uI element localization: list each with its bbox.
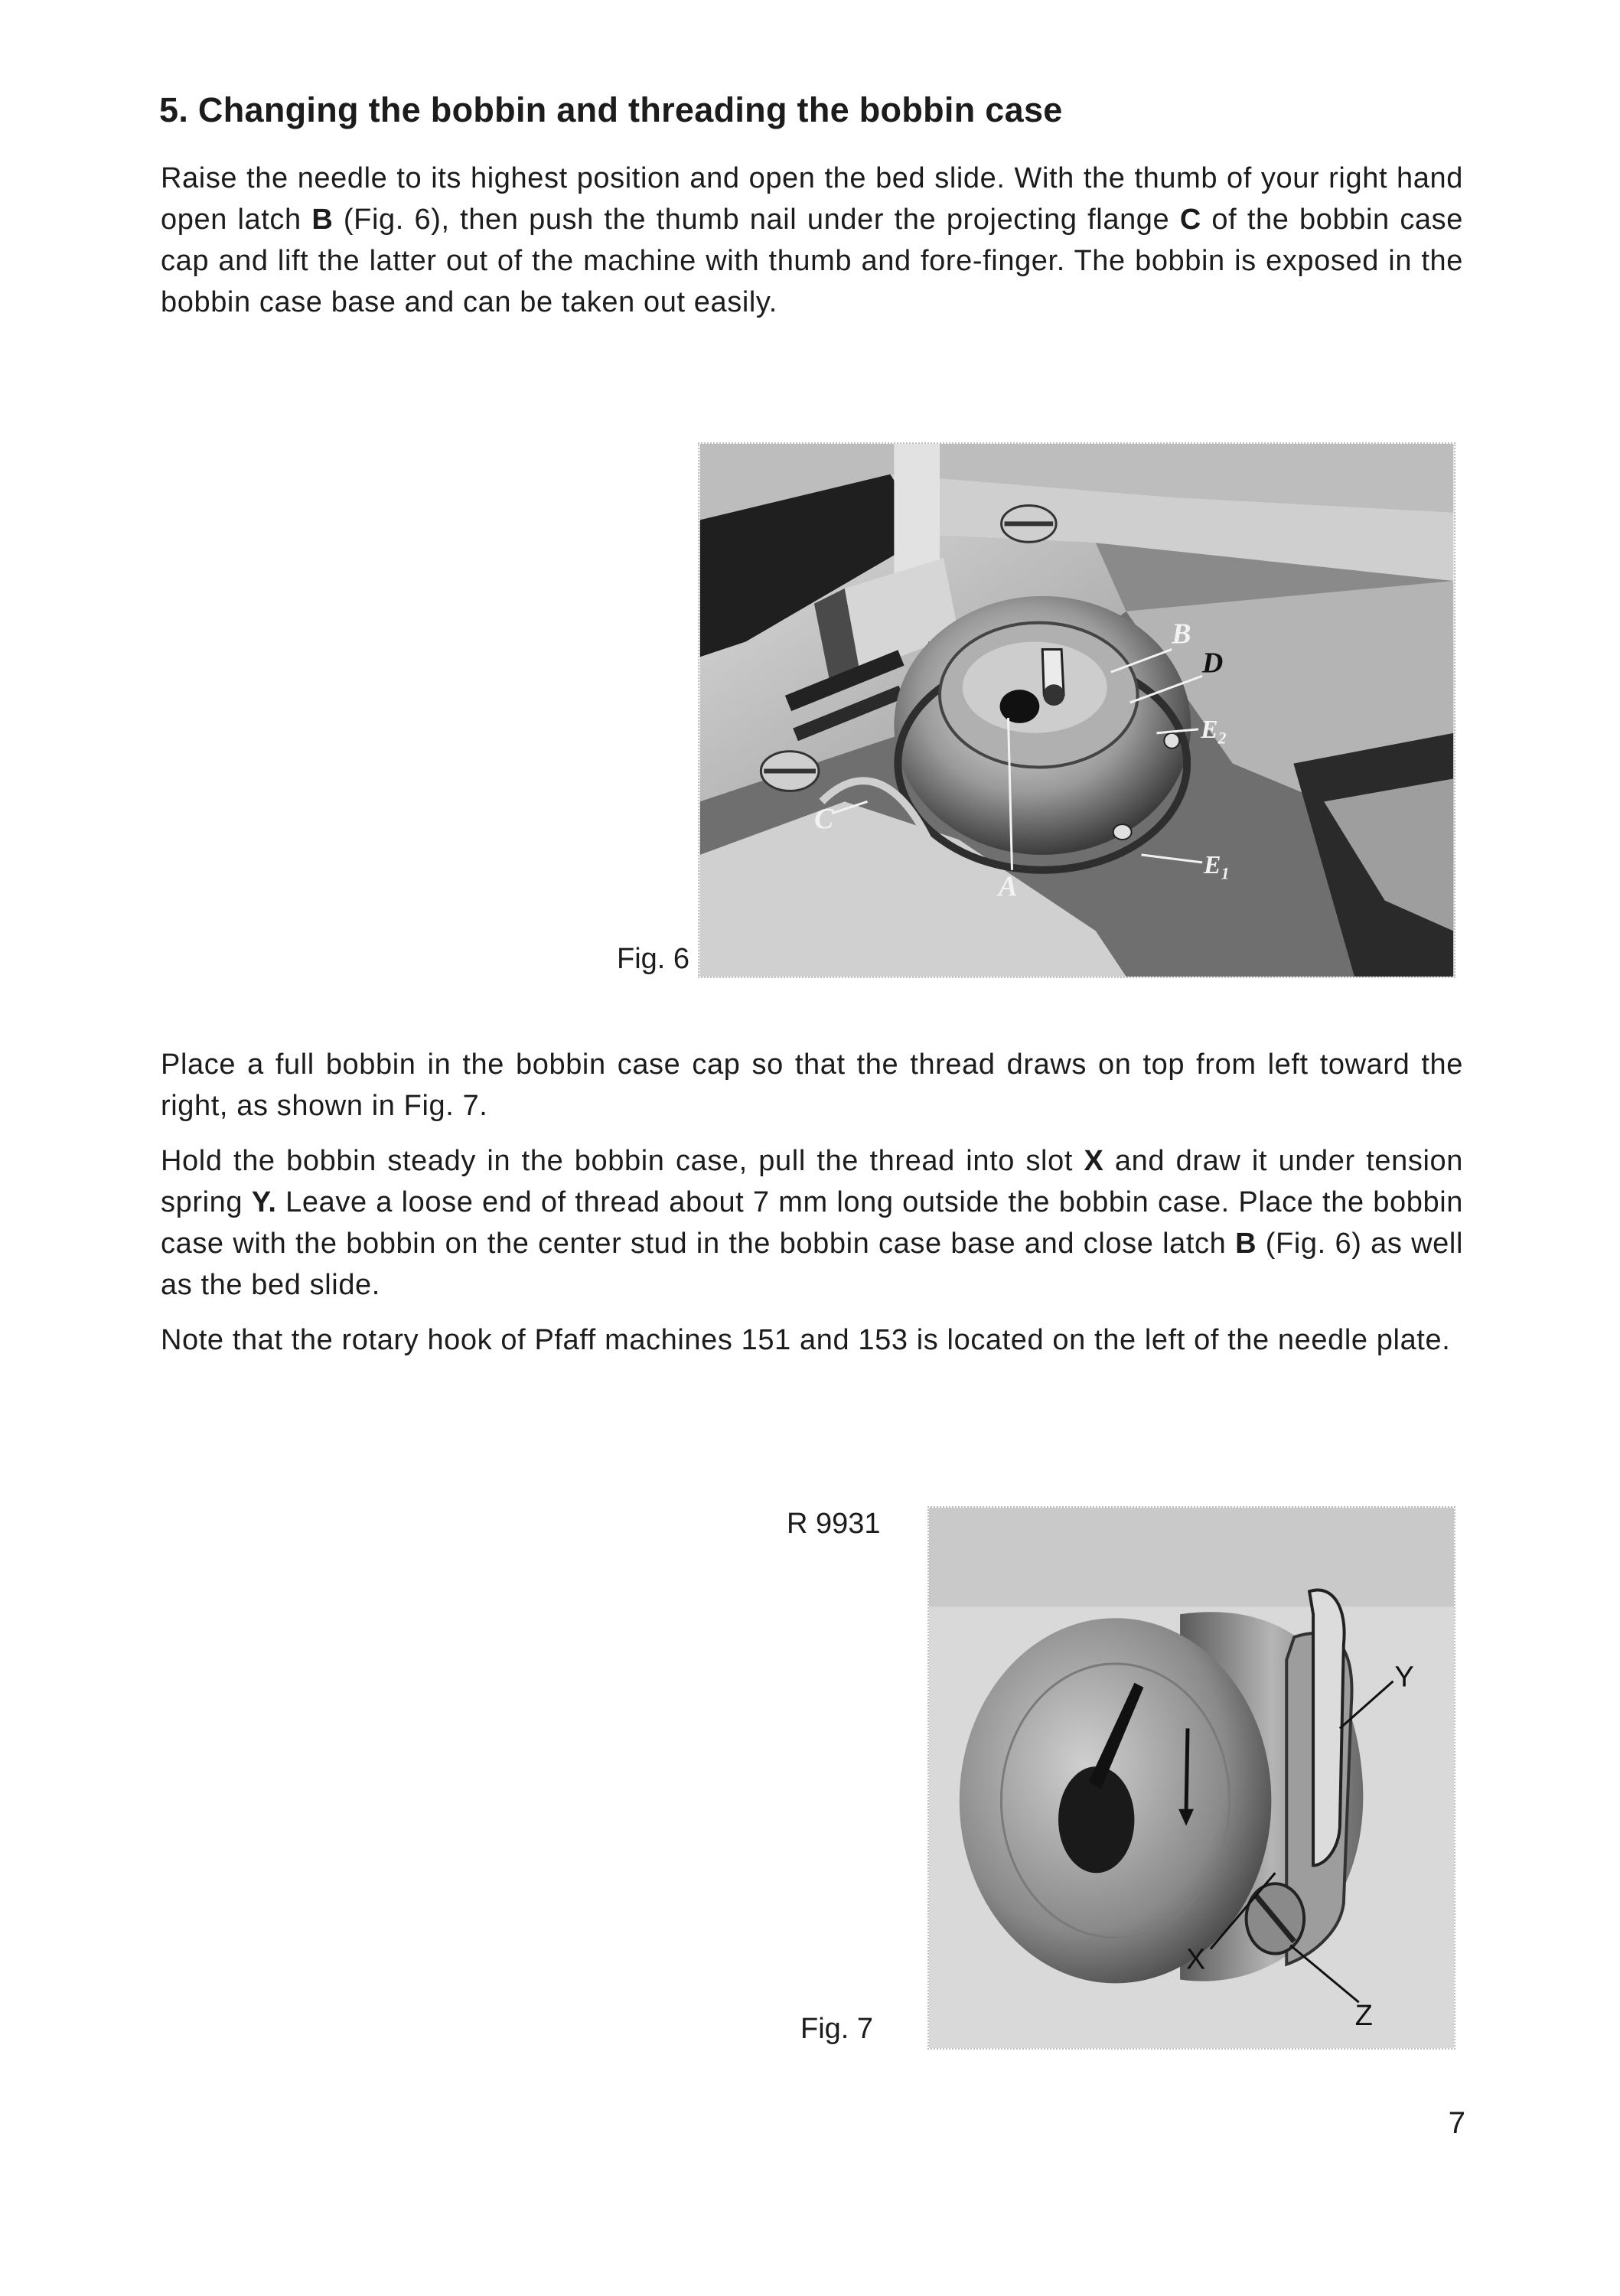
section-heading: 5. Changing the bobbin and threading the bobbin case <box>159 90 1063 129</box>
fig6-label-e2: $E_2$ <box>1201 715 1227 748</box>
page-number: 7 <box>1448 2106 1465 2140</box>
fig7-label-x: X <box>1186 1943 1206 1976</box>
fig6-caption: Fig. 6 <box>617 943 690 975</box>
fig6-label-a: A <box>998 870 1018 903</box>
paragraph-rotary-hook-note: Note that the rotary hook of Pfaff machines 151 and 153 is located on the left of the needle plate. <box>161 1324 1451 1356</box>
fig6-label-d: D <box>1202 647 1224 680</box>
paragraph-remove-bobbin: Raise the needle to its highest position and open the bed slide. With the thumb of your right hand open latch B (Fig. 6), then push the thumb nail under the projecting flange C of the bobbin case cap and lift the latter out of the machine with thumb and fore-finger. The bobbin is exposed in the bobbin case base and can be taken out easily. <box>161 162 1463 318</box>
paragraph-thread-bobbin: Hold the bobbin steady in the bobbin case, pull the thread into slot X and draw it under tension spring Y. Leave a loose end of thread about 7 mm long outside the bobbin case. Place the bobbin case with the bobbin on the center stud in the bobbin case base and close latch B (Fig. 6) as well as the bed slide. <box>161 1145 1463 1301</box>
fig6-label-e1: $E_1$ <box>1204 850 1230 883</box>
fig7-reference-code: R 9931 <box>787 1508 881 1540</box>
fig6-label-c: C <box>813 803 834 836</box>
fig7-label-y: Y <box>1394 1661 1414 1694</box>
fig7-label-z: Z <box>1354 2000 1373 2033</box>
paragraph-place-bobbin: Place a full bobbin in the bobbin case cap so that the thread draws on top from left toward the right, as shown in Fig. 7. <box>161 1049 1463 1122</box>
fig6-photo <box>698 442 1455 978</box>
fig7-caption: Fig. 7 <box>800 2013 874 2045</box>
fig7-photo <box>927 1506 1455 2050</box>
fig6-label-b: B <box>1172 618 1191 651</box>
